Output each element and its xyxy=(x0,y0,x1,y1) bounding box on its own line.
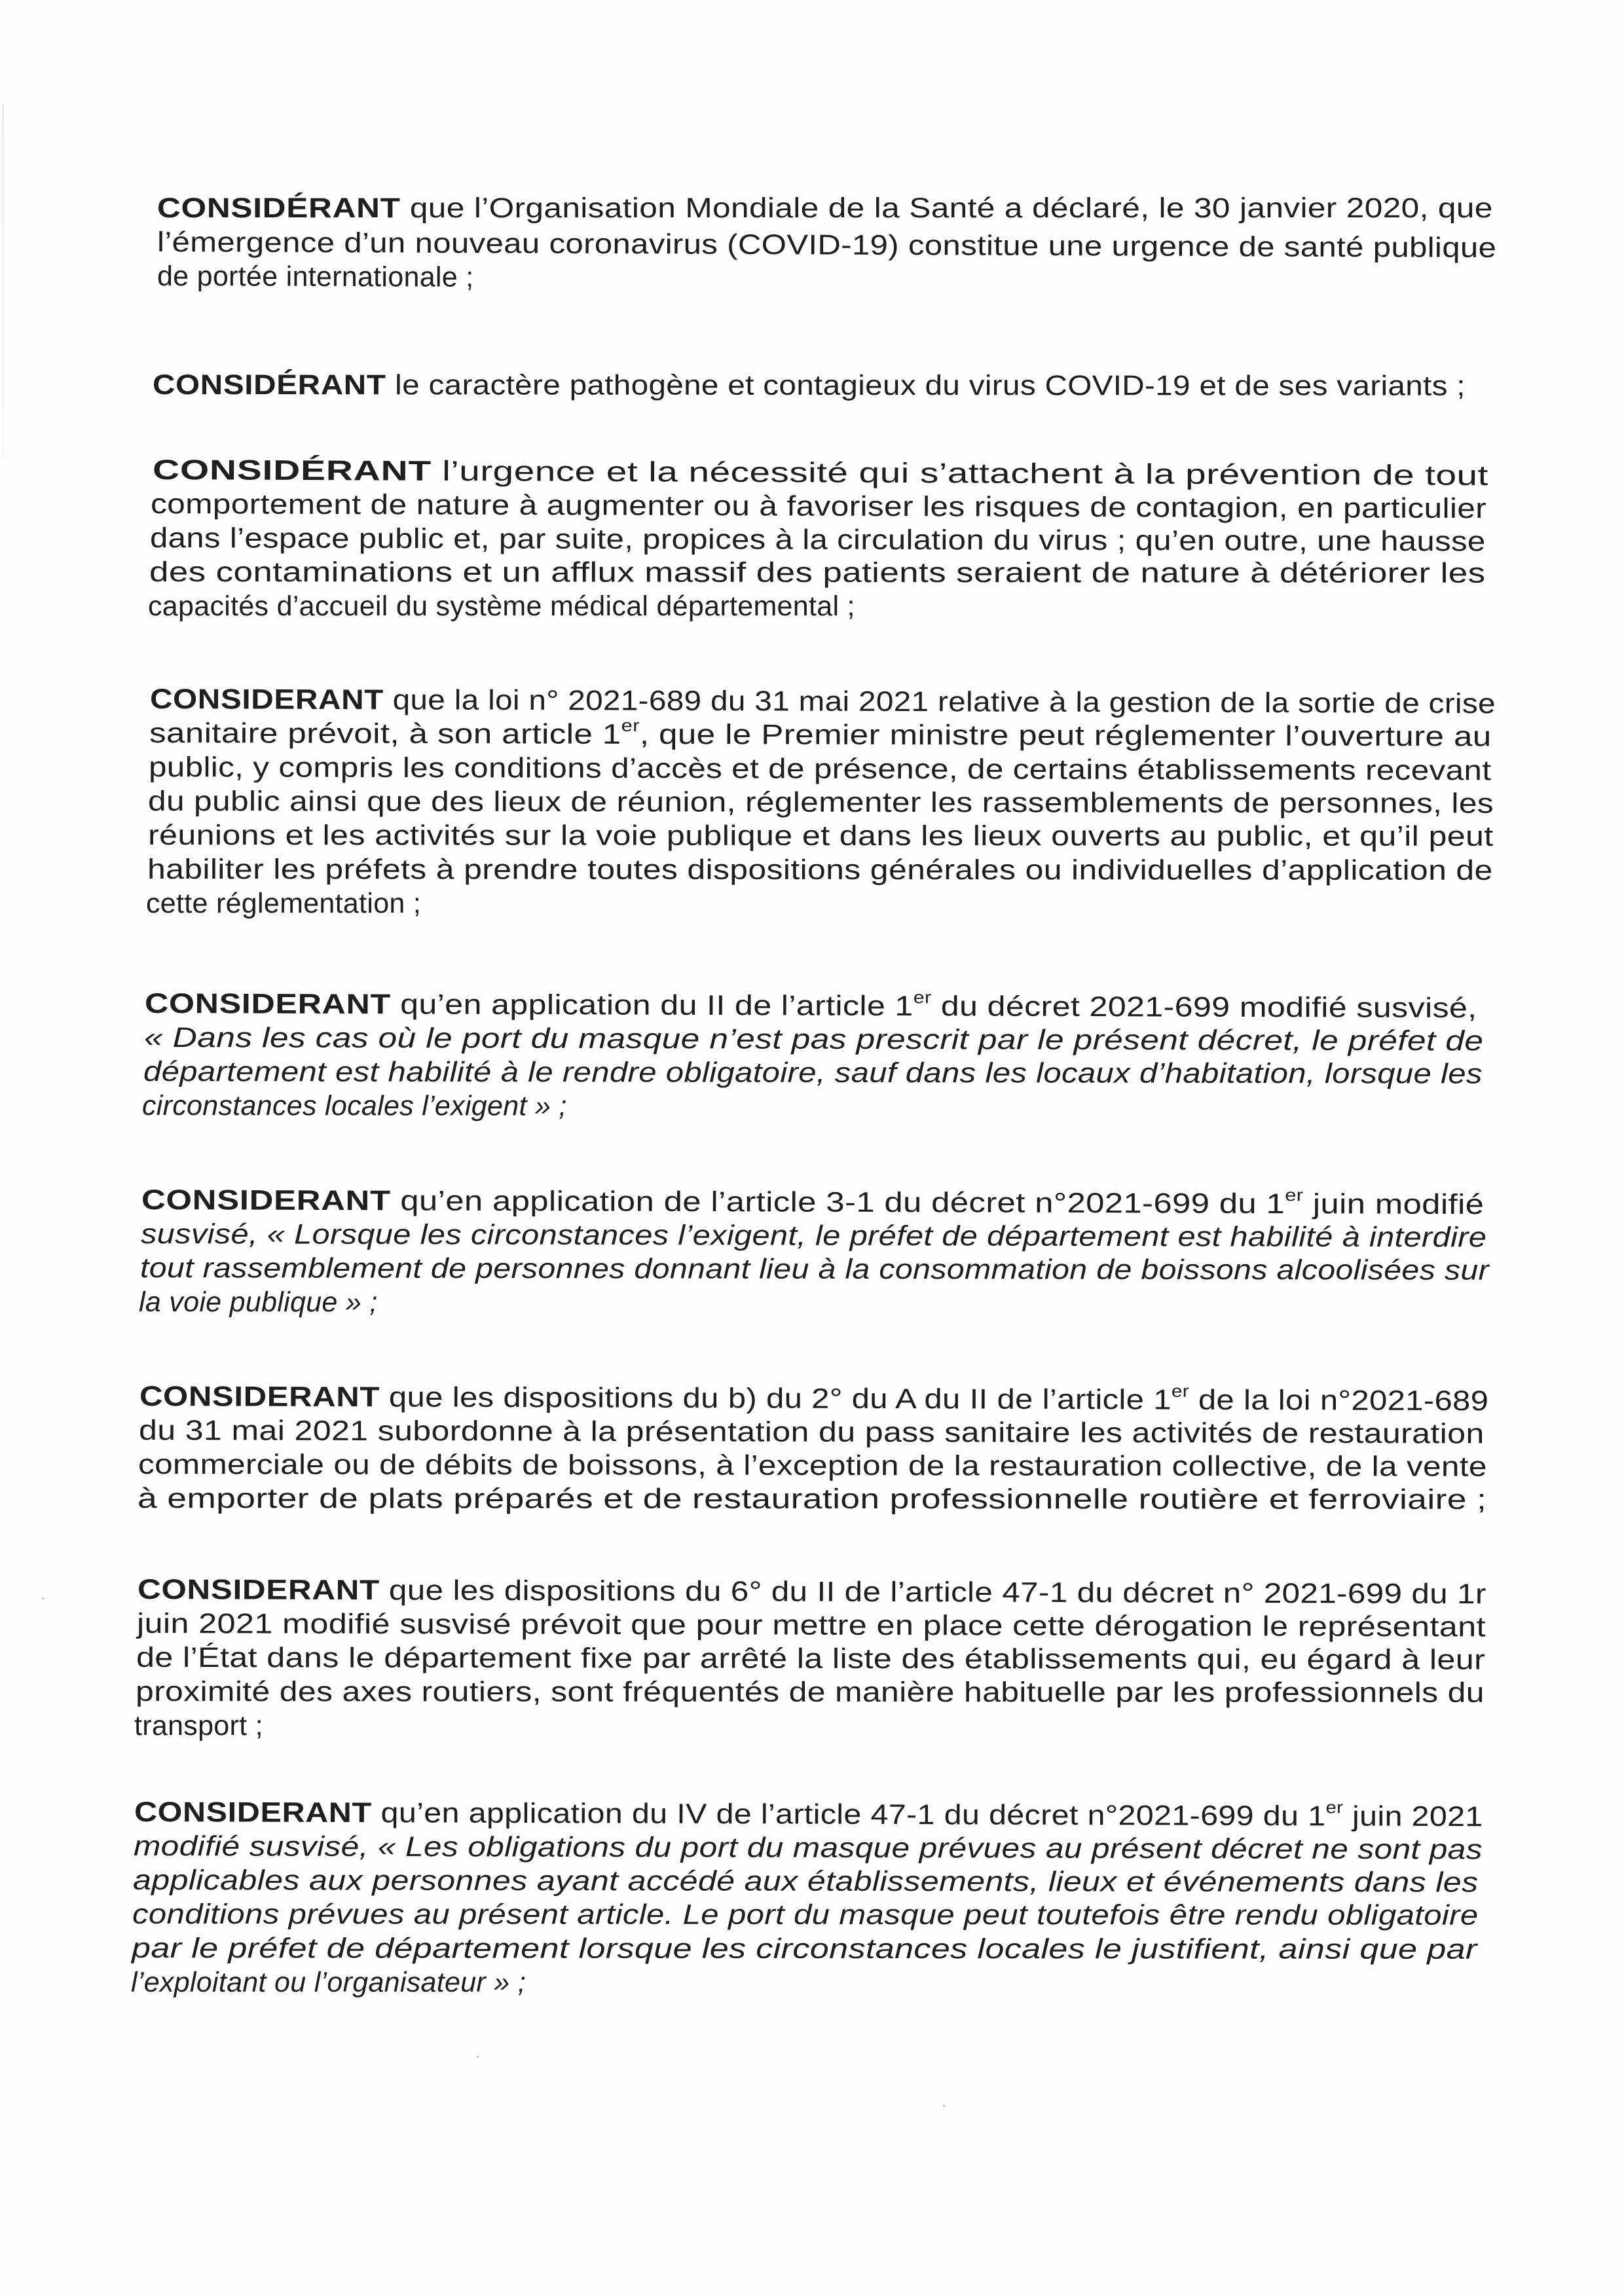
line-text: transport ; xyxy=(134,1710,263,1741)
line-text-continued: du décret 2021-699 modifié susvisé, xyxy=(931,991,1477,1025)
line-text-continued: de la loi n°2021-689 xyxy=(1189,1384,1489,1417)
line-text: cette réglementation ; xyxy=(146,888,422,919)
text-line xyxy=(134,1707,263,1744)
line-text: comportement de nature à augmenter ou à favoriser les risques de contagion, en particulier xyxy=(150,488,1487,525)
scan-speck xyxy=(42,1597,44,1599)
text-line xyxy=(153,367,1466,405)
line-text: de l’État dans le département fixe par arrêté la liste des établissements qui, eu égard à leur xyxy=(136,1642,1486,1676)
ordinal-superscript: er xyxy=(913,987,932,1007)
text-line xyxy=(132,1930,1477,1968)
ordinal-superscript: er xyxy=(621,715,640,735)
considerant-paragraph xyxy=(0,1571,1624,1741)
text-line xyxy=(131,1964,526,2001)
line-text: tout rassemblement de personnes donnant lieu à la consommation de boissons alcoolisées sur xyxy=(139,1252,1490,1286)
line-text: la voie publique » ; xyxy=(138,1286,378,1319)
considerant-keyword: CONSIDERANT xyxy=(137,1574,380,1607)
text-line xyxy=(149,554,1486,592)
line-text: applicables aux personnes ayant accédé aux établissements, lieux et événements dans les xyxy=(132,1865,1479,1899)
text-line xyxy=(157,258,474,296)
line-text: l’émergence d’un nouveau coronavirus (COVID-19) constitue une urgence de santé publique xyxy=(157,227,1497,264)
line-text: qu’en application de l’article 3-1 du décret n°2021-699 du 1 xyxy=(390,1185,1285,1220)
text-line xyxy=(139,1284,378,1321)
text-line xyxy=(133,1862,1479,1901)
text-line xyxy=(143,1053,1483,1093)
line-text: conditions prévues au présent article. Le port du masque peut toutefois être rendu obligatoire xyxy=(132,1899,1479,1931)
line-text: capacités d’accueil du système médical départemental ; xyxy=(148,591,855,622)
line-text: que les dispositions du 6° du II de l’article 47-1 du décret n° 2021-699 du 1r xyxy=(379,1575,1486,1611)
text-line xyxy=(138,1446,1487,1485)
line-text: des contaminations et un afflux massif des patients seraient de nature à détériorer les xyxy=(149,556,1486,589)
text-line xyxy=(138,1480,1486,1518)
considerant-paragraph xyxy=(0,1378,1624,1516)
text-line xyxy=(148,817,1494,855)
line-text: proximité des axes routiers, sont fréquentés de manière habituelle par les professionnels du xyxy=(135,1676,1485,1709)
line-text: département est habilité à le rendre obligatoire, sauf dans les locaux d’habitation, lorsque les xyxy=(143,1056,1483,1090)
considerant-paragraph xyxy=(0,1794,1624,1998)
line-text: à emporter de plats préparés et de restauration professionnelle routière et ferroviaire ; xyxy=(137,1483,1487,1516)
text-line xyxy=(146,885,421,922)
line-text: dans l’espace public et, par suite, propices à la circulation du virus ; qu’en outre, une hausse xyxy=(149,522,1486,558)
line-text: modifié susvisé, « Les obligations du port du masque prévues au présent décret ne sont pas xyxy=(133,1831,1483,1866)
line-text: l’exploitant ou l’organisateur » ; xyxy=(131,1967,526,1998)
line-text-continued: juin 2021 xyxy=(1343,1800,1483,1833)
considerant-keyword: CONSIDÉRANT xyxy=(152,454,432,487)
ordinal-superscript: er xyxy=(1171,1381,1190,1401)
considerant-keyword: CONSIDERANT xyxy=(134,1796,372,1829)
considerant-paragraph xyxy=(0,985,1624,1122)
line-text: habiliter les préfets à prendre toutes dispositions générales ou individuelles d’application de xyxy=(147,854,1493,886)
line-text: circonstances locales l’exigent » ; xyxy=(141,1090,567,1122)
line-text: qu’en application du IV de l’article 47-1 du décret n°2021-699 du 1 xyxy=(371,1797,1326,1832)
line-text: de portée internationale ; xyxy=(157,261,474,293)
considerant-paragraph xyxy=(0,190,1624,293)
line-text: du public ainsi que des lieux de réunion, réglementer les rassemblements de personnes, les xyxy=(147,786,1494,820)
line-text: qu’en application du II de l’article 1 xyxy=(390,989,913,1023)
considerant-keyword: CONSIDÉRANT xyxy=(152,369,386,401)
line-text: commerciale ou de débits de boissons, à l’exception de la restauration collective, de la vente xyxy=(138,1449,1487,1483)
line-text: « Dans les cas où le port du masque n’est pas prescrit par le présent décret, le préfet de xyxy=(143,1022,1484,1057)
ordinal-superscript: er xyxy=(1325,1797,1344,1817)
considerant-keyword: CONSIDERANT xyxy=(141,1184,391,1217)
line-text-continued: juin modifié xyxy=(1303,1188,1485,1221)
line-text: que la loi n° 2021-689 du 31 mai 2021 relative à la gestion de la sortie de crise xyxy=(383,684,1496,720)
text-line xyxy=(140,1250,1489,1289)
line-text: que l’Organisation Mondiale de la Santé a déclaré, le 30 janvier 2020, que xyxy=(400,192,1493,224)
line-text-continued: , que le Premier ministre peut réglementer l’ouverture au xyxy=(639,718,1492,753)
text-line xyxy=(147,851,1493,889)
line-text: que les dispositions du b) du 2° du A du II de l’article 1 xyxy=(379,1381,1172,1416)
line-text: réunions et les activités sur la voie publique et dans les lieux ouverts au public, et qu’il peut xyxy=(147,820,1494,852)
line-text: susvisé, « Lorsque les circonstances l’exigent, le préfet de département est habilité à interdire xyxy=(140,1218,1487,1254)
line-text: public, y compris les conditions d’accès et de présence, de certains établissements recevant xyxy=(148,752,1492,787)
scan-speck xyxy=(477,2056,479,2058)
considerant-keyword: CONSIDERANT xyxy=(144,988,391,1021)
considerant-paragraph xyxy=(0,681,1624,919)
text-line xyxy=(148,783,1494,822)
line-text: l’urgence et la nécessité qui s’attachent à la prévention de tout xyxy=(431,455,1488,492)
line-text: du 31 mai 2021 subordonne à la présentation du pass sanitaire les activités de restauration xyxy=(138,1415,1485,1450)
scan-edge-shadow xyxy=(3,105,4,458)
ordinal-superscript: er xyxy=(1285,1184,1304,1205)
text-line xyxy=(132,1896,1479,1934)
line-text: par le préfet de département lorsque les circonstances locales le justifient, ainsi que par xyxy=(131,1933,1477,1965)
line-text: juin 2021 modifié susvisé prévoit que pour mettre en place cette dérogation le représentant xyxy=(136,1608,1486,1643)
scan-speck xyxy=(943,2105,945,2107)
considerant-keyword: CONSIDERANT xyxy=(139,1381,380,1413)
text-line xyxy=(157,190,1493,227)
text-line xyxy=(142,1087,567,1125)
considerant-keyword: CONSIDERANT xyxy=(149,683,384,716)
line-text: le caractère pathogène et contagieux du virus COVID-19 et de ses variants ; xyxy=(386,369,1466,402)
line-text: sanitaire prévoit, à son article 1 xyxy=(149,718,621,750)
considerant-keyword: CONSIDÉRANT xyxy=(157,192,401,224)
text-line xyxy=(136,1639,1485,1679)
text-line xyxy=(148,588,855,625)
text-line xyxy=(136,1673,1485,1711)
